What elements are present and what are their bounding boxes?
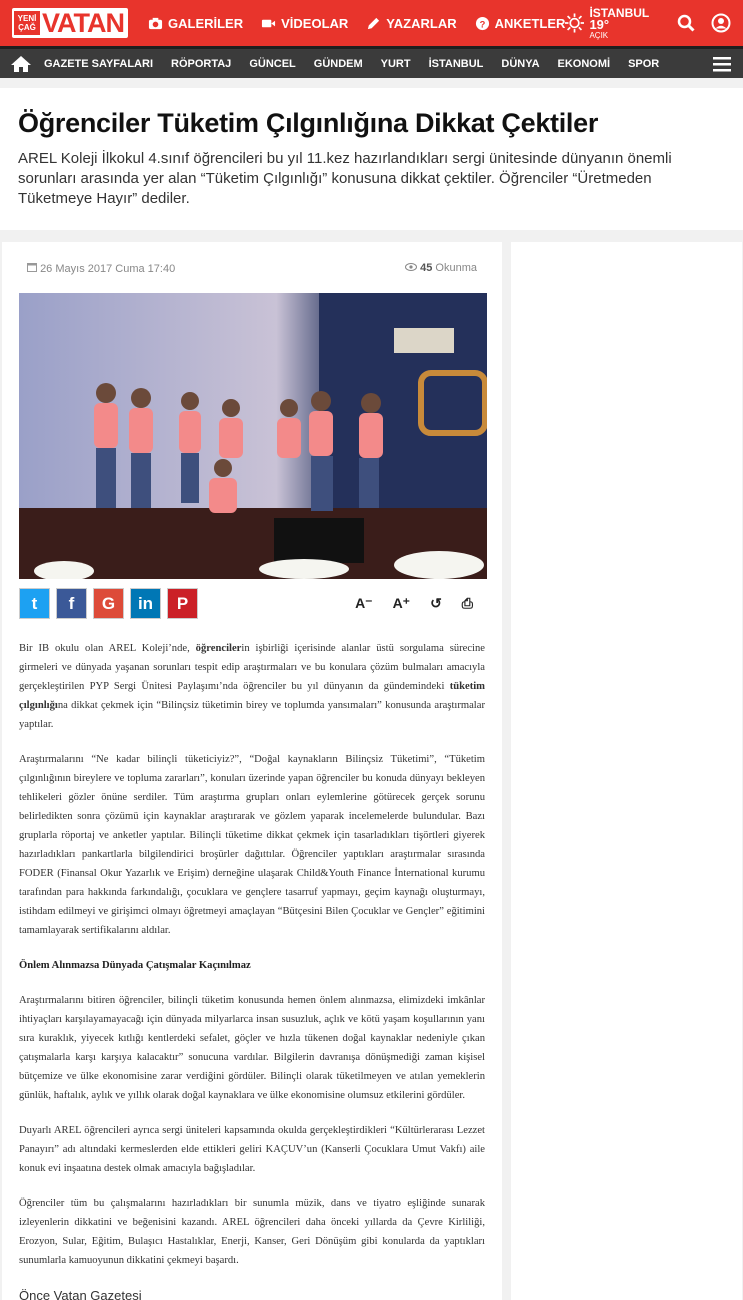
google-icon: G — [101, 593, 116, 613]
nav-galleries[interactable] — [148, 16, 243, 31]
weather-city: İSTANBUL — [589, 5, 650, 20]
article-source: Önce Vatan Gazetesi — [19, 1288, 142, 1300]
article-toolbar — [19, 588, 485, 619]
subnav-item[interactable]: YURT — [380, 57, 411, 70]
top-nav — [148, 16, 565, 31]
font-increase-button[interactable]: A⁺ — [392, 595, 411, 611]
facebook-icon: f — [68, 593, 75, 613]
nav-polls-label: ANKETLER — [494, 15, 566, 31]
top-bar — [0, 0, 743, 46]
search-button[interactable] — [677, 13, 695, 33]
linkedin-icon: in — [137, 593, 154, 613]
nav-videos-label: VİDEOLAR — [281, 15, 349, 31]
article-title: Öğrenciler Tüketim Çılgınlığına Dikkat Çektiler — [18, 108, 599, 138]
headline-section — [0, 88, 743, 230]
text-run: in işbirliği içerisinde alanlar üstü sorgulama sürecine girmeleri ve dünyada yaşanan sorunları tespit edip araştırmaları ve bu konulara çözüm bulmaları amacıyla gerçekleştirilen PYP Sergi Ünitesi Paylaşımı’nda öğrenciler bu yıl dünyanın da gündemindeki — [19, 643, 485, 692]
subnav-item[interactable]: İSTANBUL — [428, 57, 484, 70]
pencil-icon — [366, 16, 381, 31]
reset-font-button[interactable]: ↺ — [430, 595, 442, 611]
paragraph: Öğrenciler tüm bu çalışmalarını hazırladıkları bir sunumla müzik, dans ve tiyatro eşliğinde sunarak izleyenlerin dikkatini ve beğenisini kazandı. AREL öğrencileri daha önceki yıllarda da Çevre Kirliliği, Erozyon, Sular, Eğitim, Bulaşıcı Hastalıklar, Enerji, Kanser, Geri Dönüşüm gibi konularda da yaptıkları sunumlarla kamuoyunun dikkatini çekmeyi başardı. — [19, 1198, 485, 1266]
nav-writers-label: YAZARLAR — [386, 15, 457, 31]
logo-text: VATAN — [42, 7, 124, 38]
paragraph: Araştırmalarını “Ne kadar bilinçli tüketiciyiz?”, “Doğal kaynakların Bilinçsiz Tüketimi”, “Tüketim çılgınlığının bireylere ve topluma zararları”, konuları üzerinde yapan öğrenciler bu konuda dünyayı bekleyen tehlikeleri gözler önüne serdiler. Tüm araştırma grupları onları eylemlerine götürecek gerçek sorunu belirledikten sonra çözümü için kaynaklar araştırarak ve gözlem yaparak incelemelerde bulundular. Bazı gruplarla röportaj ve anketler yaptılar. Bilinçli tüketime dikkat çekmek için tasarladıkları tişörtleri giyerek hazırladıkları pankartlarla bilgilendirici broşürler dağıttılar. Öğrenciler yaptıkları araştırmalar sırasında FODER (Finansal Okur Yazarlık ve Erişim) derneğine ulaşarak Child&Youth Finance İnternational kurumu tarafından para hakkında farkındalığı, çocuklara ve gençlere tasarruf yapmayı, geçim kaynağı oluşturmayı, istihdam edilmeyi ve girişimci olmayı öğretmeyi amaçlayan “Bütçesini Bilen Çocuklar ve Gençler” eğitimini tamamlayarak sertifikalarını aldılar. — [19, 754, 485, 936]
linkedin-share-button[interactable] — [130, 588, 161, 619]
user-icon — [711, 13, 731, 33]
google-share-button[interactable] — [93, 588, 124, 619]
home-icon[interactable] — [10, 55, 32, 73]
article-body — [2, 242, 502, 1300]
paragraph — [19, 639, 485, 734]
video-icon — [261, 16, 276, 31]
font-decrease-button[interactable]: A⁻ — [355, 595, 373, 611]
view-count — [405, 262, 477, 275]
sidebar — [511, 242, 742, 1300]
calendar-icon — [27, 262, 37, 272]
text-run: na dikkat çekmek için “Bilinçsiz tüketimin birey ve toplumda yansımaları” konusunda araştırmalar yaptılar. — [19, 700, 485, 730]
user-button[interactable] — [711, 13, 731, 33]
eye-icon — [405, 263, 417, 271]
text-bold: tüketim çılgınlığı — [19, 681, 485, 711]
article-summary: AREL Koleji İlkokul 4.sınıf öğrencileri bu yıl 11.kez hazırlandıkları sergi ünitesinde dünyanın önemli sorunları arasında yer alan “Tüketim Çılgınlığı” konusuna dikkat çektiler. Öğrenciler “Üretmeden Tüketmeye Hayır” dediler. — [18, 150, 672, 207]
subnav-item[interactable]: RÖPORTAJ — [171, 57, 232, 70]
subnav-item[interactable]: EKONOMİ — [557, 57, 611, 70]
article-photo — [19, 293, 487, 579]
question-circle-icon — [475, 16, 490, 31]
article-date — [27, 262, 175, 275]
nav-polls[interactable] — [475, 16, 566, 31]
nav-writers[interactable] — [366, 16, 456, 31]
svg-text:?: ? — [479, 18, 485, 29]
paragraph: Araştırmalarını bitiren öğrenciler, bilinçli tüketim konusunda hemen önlem alınmazsa, elimizdeki imkânlar ihtiyaçları karşılayamayacağı için dünyada milyarlarca insan susuzluk, açlık ve kötü yaşam koşullarının yanı sıra kuraklık, yiyecek kıtlığı kentlerdeki sefalet, göçler ve hızla tükenen doğal kaynaklar nedeniyle çıkan çatışmalarla karşı karşıya kalacaktır” sonucuna vardılar. Bilgilerin davranışa dönüşmediği zaman kişisel bütçemize ve ülke ekonomisine zarar verdiğini gördüler. Bilinçli olarak tüketilmeyen ve atılan yemeklerin günlük, haftalık, aylık ve yıllık olarak doğal kaynaklara ve ülke ekonomisine olumsuz etkilerini gördüler. — [19, 995, 485, 1101]
weather-temp: 19° — [589, 16, 610, 32]
nav-videos[interactable] — [261, 16, 348, 31]
pinterest-icon: P — [176, 593, 189, 613]
site-logo[interactable] — [12, 8, 128, 38]
nav-galleries-label: GALERİLER — [168, 15, 244, 31]
subnav-item[interactable]: DÜNYA — [501, 57, 540, 70]
weather-widget[interactable] — [565, 7, 661, 40]
subnav-item[interactable]: GAZETE SAYFALARI — [44, 57, 153, 70]
text-tools — [355, 595, 485, 612]
pinterest-share-button[interactable] — [167, 588, 198, 619]
subnav-item[interactable]: SPOR — [628, 57, 660, 70]
paragraph: Duyarlı AREL öğrencileri ayrıca sergi üniteleri kapsamında okulda gerçekleştirdikleri “Kültürlerarası Lezzet Panayırı” adı altındaki kermeslerden elde ettikleri geliri KAÇUV’un (Kanserli Çocuklara Umut Vakfı) aile konuk evi inşaatına destek olmak amacıyla bağışladılar. — [19, 1125, 485, 1174]
logo-badge: YENİ ÇAĞ — [14, 11, 40, 35]
subnav-item[interactable]: GÜNDEM — [313, 57, 363, 70]
weather-condition: AÇIK — [589, 30, 609, 40]
facebook-share-button[interactable] — [56, 588, 87, 619]
twitter-share-button[interactable] — [19, 588, 50, 619]
view-count-number: 45 — [420, 262, 433, 274]
search-icon — [677, 14, 695, 32]
content-wrap — [0, 242, 743, 1300]
date-text: 26 Mayıs 2017 Cuma 17:40 — [40, 263, 176, 275]
twitter-icon: t — [31, 593, 38, 613]
text-run: Bir IB okulu olan AREL Koleji’nde, — [19, 643, 196, 654]
article-meta — [19, 262, 485, 275]
article-subheading: Önlem Alınmazsa Dünyada Çatışmalar Kaçınılmaz — [19, 960, 251, 971]
sun-icon — [565, 12, 584, 34]
article-text — [19, 639, 485, 1300]
camera-icon — [148, 16, 163, 31]
category-nav — [0, 46, 743, 78]
print-button[interactable]: ⎙ — [461, 595, 473, 611]
hamburger-menu-icon[interactable] — [713, 56, 733, 72]
text-bold: öğrenciler — [195, 643, 242, 654]
view-count-label: Okunma — [435, 262, 477, 274]
subnav-item[interactable]: GÜNCEL — [249, 57, 296, 70]
